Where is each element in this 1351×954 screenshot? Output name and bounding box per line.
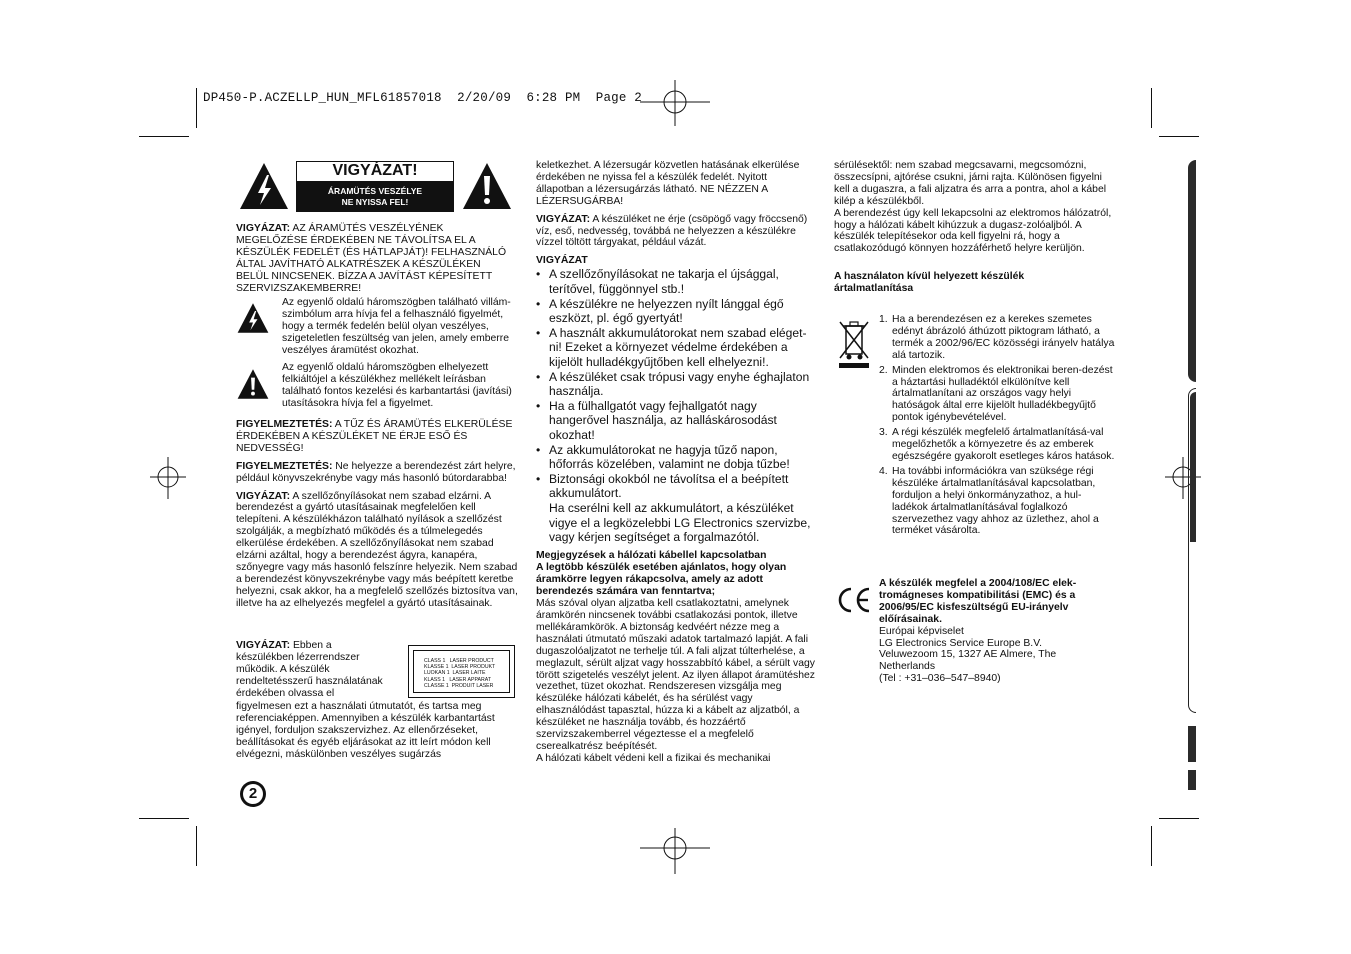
power-cord-tail: A hálózati kábelt védeni kell a fizikai és mechanikai — [536, 752, 771, 764]
registration-mark-right — [1163, 455, 1203, 501]
representative-line: Európai képviselet — [879, 625, 964, 637]
crop-mark — [1159, 136, 1199, 137]
laser-continued: keletkezhet. A lézersugár közvetlen hatásának elkerülése érdekében ne nyissa fel a készülék fedelét. Nyitott állapotban a lézersugárzás látható. NE NÉZZEN A LÉZERSUGÁRBA! — [536, 160, 800, 207]
crop-mark — [1151, 826, 1152, 866]
power-cord-text: Más szóval olyan aljzatba kell csatlakoztatni, amelynek áramkörén nincsenek további csatlakozási pontok, illetve mellékáramkörök. A biztonság kedvéért nézze meg a használati útmutató műszaki adatok tartalmazó lapját. A fali dugaszolóaljzatot ne terhelje túl. A fali aljzat túlterhelése, a meglazult, sérült aljzat vagy hosszabbító kábel, a sérült vagy törött szigetelés veszélyt jelent. Az ilyen állapot áramütéshez vezethet, tüzet okozhat. Rendszeresen vizsgálja meg készüléke hálózati kábelét, és ha sérülést vagy elhasználódást tapasztal, húzza ki a kábelt az aljzatból, a készüléket ne használja tovább, és hozzáértő szervizszakemberrel végeztesse el a megfelelő cserealkatrész beépítését. — [536, 598, 815, 752]
ce-declaration — [879, 578, 1115, 685]
power-cord-heading: Megjegyzések a hálózati kábellel kapcsolatban — [536, 550, 767, 562]
warning-electric-shock: VIGYÁZAT: AZ ÁRAMÜTÉS VESZÉLYÉNEK MEGELŐZÉSE ÉRDEKÉBEN NE TÁVOLÍTSA EL A KÉSZÜLÉK FEDELÉT (ÉS HÁTLAPJÁT)! FELHASZNÁLÓ ÁLTAL JAVÍTHATÓ ALKATRÉSZEK A KÉSZÜLÉKEN BELÜL NINCSENEK. BÍZZA A JAVÍTÁST KÉPESÍTETT SZERVIZSZAKEMBERRE! — [236, 223, 507, 294]
banner-subtitle — [296, 182, 454, 212]
list-item: 3. A régi készülék megfelelő ártalmatlanításá-val megelőzhetők a környezetre és az emberek egészségére gyakorolt esetleges káros hatások. — [879, 427, 1115, 462]
warning-laser-intro: VIGYÁZAT: Ebben a készülékben lézerrendszer működik. A készülék rendeltetésszerű használatának érdekében olvassa el — [236, 640, 383, 699]
list-item: • A készüléket csak trópusi vagy enyhe éghajlaton használja. — [536, 370, 816, 399]
caution-list-heading: VIGYÁZAT — [536, 255, 588, 267]
representative-line: LG Electronics Service Europe B.V. — [879, 637, 1043, 649]
caution-list — [536, 267, 816, 501]
crossed-bin-icon — [836, 318, 872, 370]
registration-mark-top — [634, 78, 714, 128]
disposal-heading: A használaton kívül helyezett készülék ártalmatlanítása — [834, 271, 1025, 295]
registration-mark-left — [148, 455, 188, 501]
representative-line: Veluwezoom 15, 1327 AE Almere, The Netherlands — [879, 649, 1057, 673]
print-file-header: DP450-P.ACZELLP_HUN_MFL61857018 2/20/09 6:28 PM Page 2 — [203, 91, 642, 105]
thumb-tab — [1188, 160, 1196, 382]
ce-mark-icon — [836, 586, 872, 614]
list-item: • Az akkumulátorokat ne hagyja tűző napon, hőforrás közelében, valamint ne dobja tűzbe! — [536, 443, 816, 472]
crop-mark — [196, 826, 197, 866]
crop-mark — [139, 818, 189, 819]
warning-fire: FIGYELMEZTETÉS: A TŰZ ÉS ÁRAMÜTÉS ELKERÜLÉSE ÉRDEKÉBEN A KÉSZÜLÉKET NE ÉRJE ESŐ ÉS NEDVESSÉG! — [236, 419, 513, 454]
list-item: 1. Ha a berendezésen ez a kerekes szemetes edényt ábrázoló áthúzott piktogram látható, a termék a 2002/96/EC közösségi irányelv hatálya alá tartozik. — [879, 314, 1115, 361]
laser-class-text: CLASS 1 LASER PRODUCT KLASSE 1 LASER PRODUKT LUOKAN 1 LASER LAITE KLASS 1 LASER APPARAT CLASSE 1 PRODUIT LASER — [413, 650, 510, 693]
power-cord-continued: sérülésektől: nem szabad megcsavarni, megcsomózni, összecsípni, ajtórése csukni, járni rajta. Különösen figyelni kell a dugaszra, a fali aljzatra és arra a pontra, ahol a kábel kilép a készülékből. — [834, 160, 1107, 207]
thumb-tab-fill — [1190, 392, 1196, 542]
battery-note: Ha cserélni kell az akkumulátort, a készüléket vigye el a legközelebbi LG Electronics szervizbe, vagy kérjen segítséget a forgalmazótól. — [549, 501, 811, 545]
column-2 — [536, 160, 816, 765]
crop-mark — [1159, 818, 1199, 819]
list-item: • A használt akkumulátorokat nem szabad eléget-ni! Ezeket a környezet védelme érdekében a kijelölt hulladékgyűjtőben kell elhelyezni!. — [536, 326, 816, 369]
representative-line: (Tel : +31–036–547–8940) — [879, 673, 1001, 685]
list-item: 4. Ha további információkra van szüksége régi készüléke ártalmatlanításával kapcsolatban, forduljon a helyi önkormányzathoz, a hul-ladékok ártalmatlanításával foglalkozó szervezethez vagy ahhoz az üzlethez, ahol a terméket vásárolta. — [879, 465, 1099, 537]
page-number — [240, 781, 266, 807]
warning-water: VIGYÁZAT: A készüléket ne érje (csöpögő vagy fröccsenő) víz, eső, nedvesség, továbbá ne helyezzen a készülékre vízzel töltött tárgyakat, például vázát. — [536, 213, 808, 249]
list-item: • Ha a fülhallgatót vagy fejhallgatót nagy hangerővel használja, az halláskárosodást okozhat! — [536, 399, 816, 442]
exclamation-triangle-icon — [236, 368, 270, 400]
ce-declaration-text: A készülék megfelel a 2004/108/EC elek-tromágneses kompatibilitási (EMC) és a 2006/95/EC kisfeszültségű EU-irányelv előírásainak. — [879, 578, 1077, 625]
warning-enclosure: FIGYELMEZTETÉS: Ne helyezze a berendezést zárt helyre, például könyvszekrénybe vagy más hasonló bútordarabba! — [236, 460, 516, 484]
lightning-symbol-explanation: Az egyenlő oldalú háromszögben található villám-szimbólum arra hívja fel a felhasználó figyelmét, hogy a termék fedelén belül olyan veszélyes, szigeteletlen feszültség van jelen, amely emberre veszélyes áramütést okozhat. — [282, 297, 511, 356]
column-1-warnings — [236, 419, 518, 616]
disposal-list — [879, 314, 1115, 540]
exclamation-symbol-explanation: Az egyenlő oldalú háromszögben elhelyezett felkiáltójel a készülékhez mellékelt leírásban található fontos kezelési és karbantartási (javítási) utasításokra hívja fel a figyelmet. — [282, 362, 512, 409]
exclamation-triangle-icon — [461, 161, 513, 211]
thumb-tab-small — [1188, 770, 1196, 790]
crop-mark — [139, 136, 189, 137]
registration-mark-bottom — [634, 826, 714, 876]
banner-subtitle-line2: NE NYISSA FEL! — [341, 197, 409, 207]
disconnect-note: A berendezést úgy kell lekapcsolni az elektromos hálózatról, hogy a hálózati kábelt kihúzzuk a dugasz-zolóaljból. A készülék telepítésekor oda kell figyelni rá, hogy a csatlakozódugó könnyen hozzáférhető helyre kerüljön. — [834, 207, 1112, 255]
page-number-inner: 2 — [243, 784, 263, 804]
warning-ventilation: VIGYÁZAT: A szellőzőnyílásokat nem szabad elzárni. A berendezést a gyártó utasításainak megfelelően kell telepíteni. A készülékházon található nyílások a szellőzést szolgálják, a megbízható működés és a túlmelegedés elkerülése érdekében. A szellőzőnyílásokat nem szabad elzárni azáltal, hogy a berendezést ágyra, kanapéra, szőnyegre vagy más hasonló felszínre helyezik. Nem szabad a berendezést könyvszekrénybe vagy más beépített keretbe helyezni, csak akkor, ha a megfelelő szellőzés biztosítva van, illetve ha az elhelyezés megfelel a gyártó utasításainak. — [236, 490, 518, 609]
banner-title: VIGYÁZAT! — [296, 161, 454, 182]
list-item: • A készülékre ne helyezzen nyílt lánggal égő eszközt, pl. égő gyertyát! — [536, 297, 816, 326]
list-item: • A szellőzőnyílásokat ne takarja el újsággal, terítővel, függönnyel stb.! — [536, 267, 816, 296]
column-3 — [834, 160, 1116, 295]
power-cord-bold: A legtöbb készülék esetében ajánlatos, hogy olyan áramkörre legyen rákapcsolva, amely az adott berendezés számára van fenntartva; — [536, 562, 787, 598]
laser-class-label — [408, 645, 515, 698]
lightning-triangle-icon — [236, 302, 270, 334]
crop-mark — [1151, 88, 1152, 128]
list-item: 2. Minden elektromos és elektronikai beren-dezést a háztartási hulladéktól elkülönítve kell ártalmatlanítani az országos vagy helyi hatóságok által erre kijelölt hulladékbegyűjtő pontok igénybevételével. — [879, 364, 1113, 424]
column-1 — [236, 223, 516, 300]
warning-laser-rest: figyelmesen ezt a használati útmutatót, és tartsa meg referenciaképpen. Amennyiben a készülék karbantartást igényel, forduljon szakszervizhez. Az ellenőrzéseket, beállításokat és egyéb eljárásokat az itt leírt módon kell elvégezni, máskülönben veszélyes sugárzás — [236, 701, 495, 760]
thumb-tab-small — [1188, 726, 1196, 762]
banner-subtitle-line1: ÁRAMÜTÉS VESZÉLYE — [327, 186, 423, 196]
lightning-triangle-icon — [238, 161, 290, 211]
crop-mark — [196, 88, 197, 128]
list-item: • Biztonsági okokból ne távolítsa el a beépített akkumulátort. — [536, 472, 816, 501]
